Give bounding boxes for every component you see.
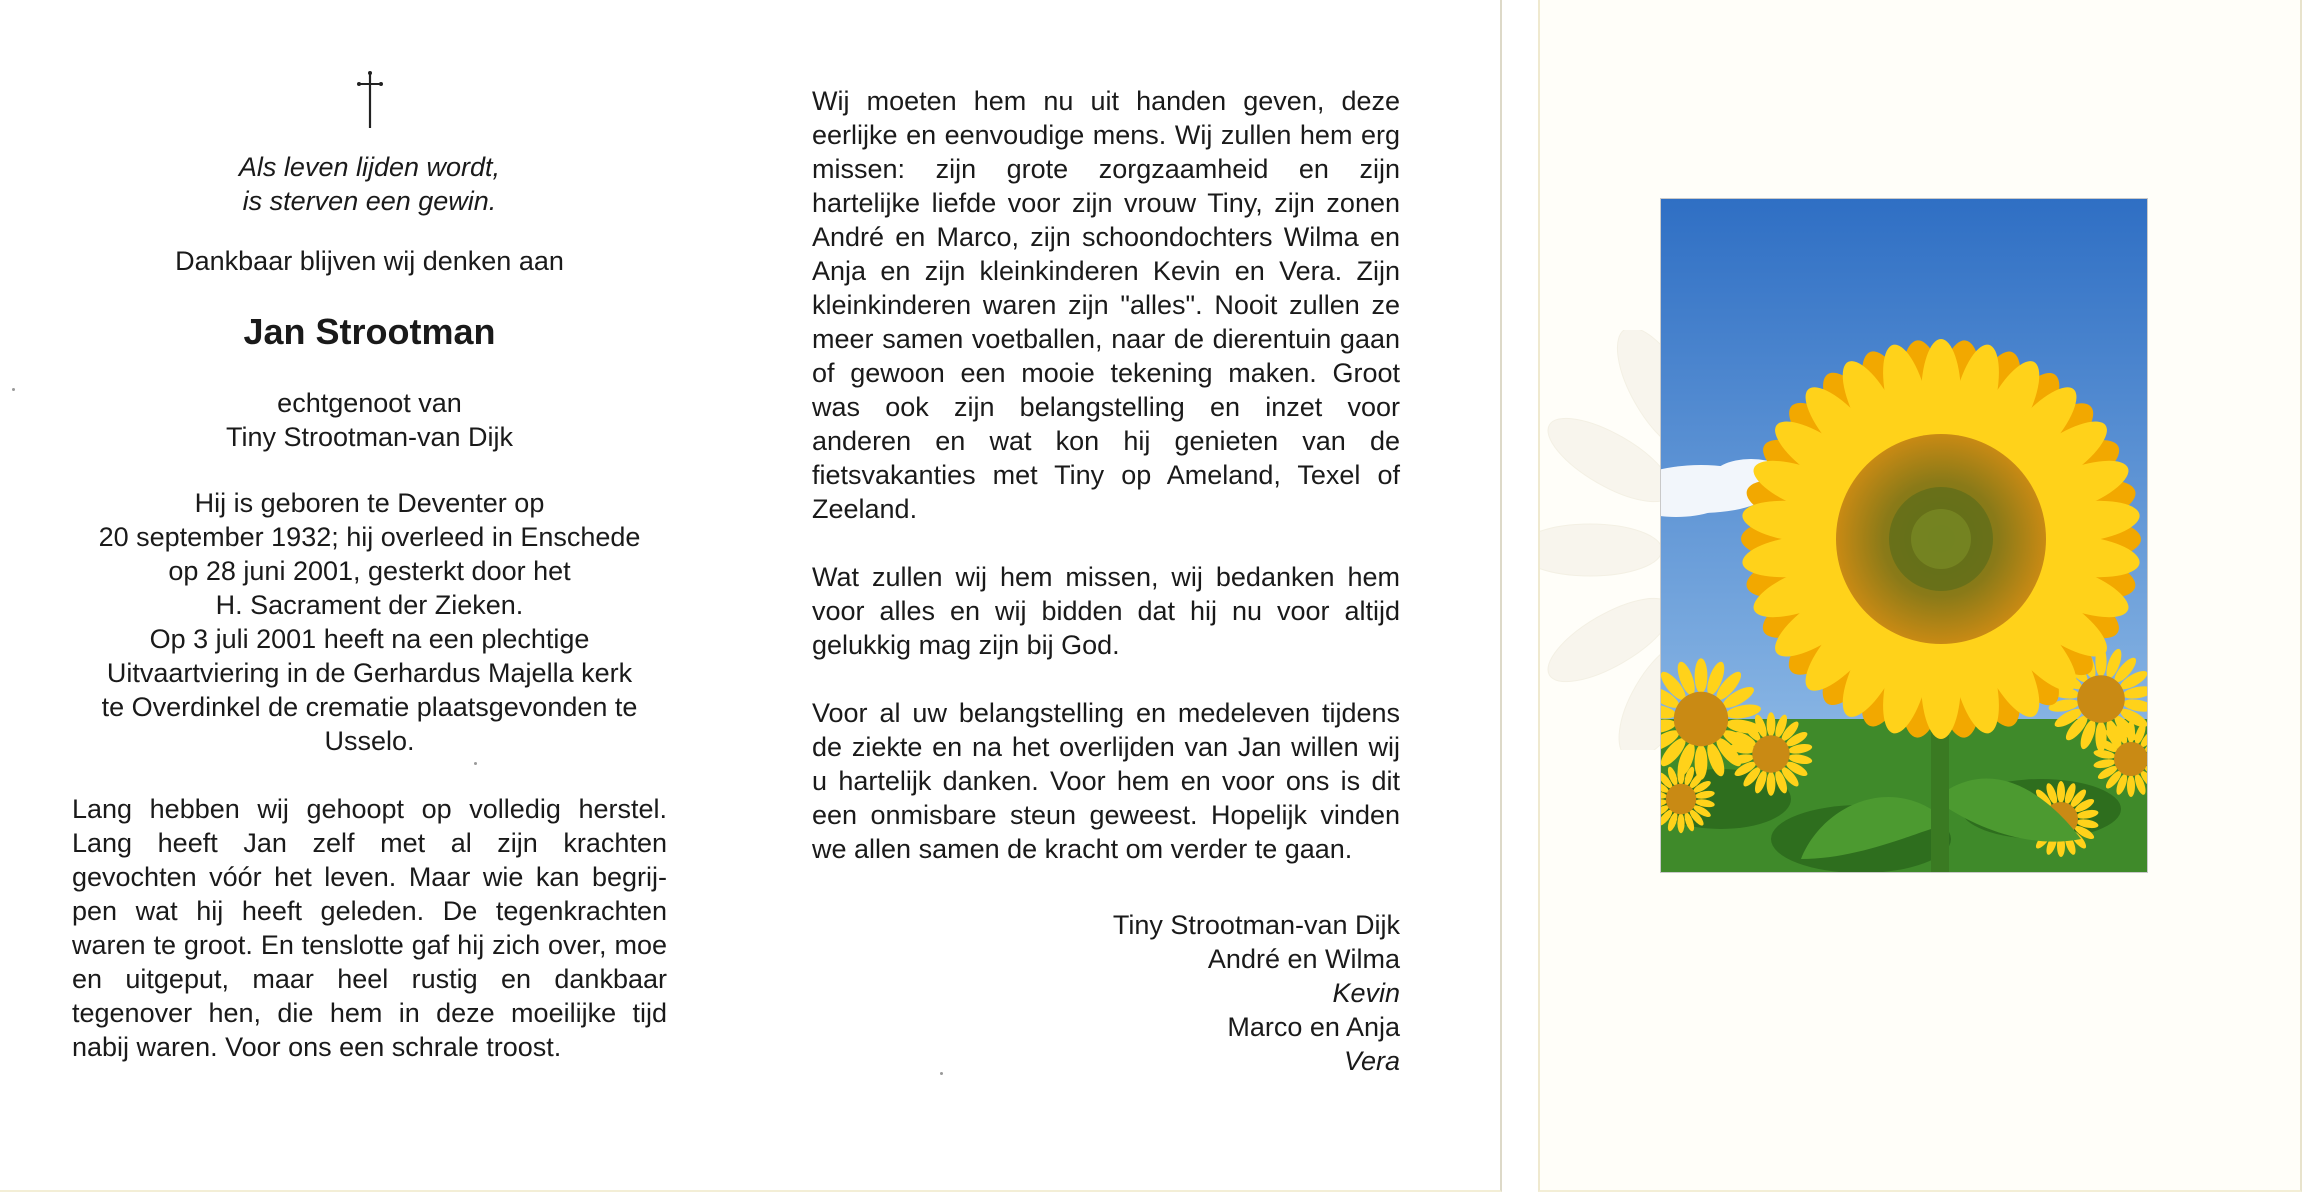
bio-line: 20 september 1932; hij overleed in Enschede	[98, 522, 641, 552]
signature-line: André en Wilma	[1207, 944, 1400, 974]
cross-icon	[355, 70, 385, 130]
left-column	[72, 70, 667, 1064]
signatures	[812, 908, 1400, 1078]
thanks-paragraph: Voor al uw belangstelling en medeleven tijdens de ziekte en na het overlijden van Jan willen wij u hartelijk danken. Voor hem en voor ons is dit een onmisbare steun geweest. Hopelijk vinden we allen samen de kracht om verder te gaan.	[812, 698, 1400, 864]
scan-speck	[940, 1072, 943, 1075]
middle-column	[812, 84, 1400, 1078]
bio-line: Hij is geboren te Deventer op	[194, 488, 545, 518]
spouse-block	[72, 386, 667, 454]
scan-speck	[12, 388, 15, 391]
signature-line: Marco en Anja	[1227, 1012, 1400, 1042]
spouse-label: echtgenoot van	[277, 388, 462, 418]
sunflower-image	[1661, 199, 2147, 872]
bio-line: te Overdinkel de crematie plaatsgevonden te	[101, 692, 638, 722]
hope-paragraph: Lang hebben wij gehoopt op volledig herstel. Lang heeft Jan zelf met al zijn krachten gevochten vóór het leven. Maar wie kan begrij-pen wat hij heeft geleden. De tegenkrachten waren te groot. En tenslotte gaf hij zich over, moe en uitgeput, maar heel rustig en dankbaar tegenover hen, die hem in deze moeilijke tijd nabij waren. Voor ons een schrale troost.	[72, 794, 667, 1062]
bio-line: op 28 juni 2001, gesterkt door het	[168, 556, 571, 586]
biography	[72, 486, 667, 758]
farewell-paragraph: Wij moeten hem nu uit handen geven, deze eerlijke en eenvoudige mens. Wij zullen hem erg missen: zijn grote zorgzaamheid en zijn hartelijke liefde voor zijn vrouw Tiny, zijn zonen André en Marco, zijn schoondochters Wilma en Anja en zijn kleinkinderen Kevin en Vera. Zijn kleinkinderen waren zijn "alles". Nooit zullen ze meer samen voetballen, naar de dierentuin gaan of gewoon een mooie tekening maken. Groot was ook zijn belangstelling en inzet voor anderen en wat kon hij genieten van de fietsvakanties met Tiny op Ameland, Texel of Zeeland.	[812, 86, 1400, 524]
intro-text: Dankbaar blijven wij denken aan	[175, 246, 564, 276]
motto-line: Als leven lijden wordt,	[238, 152, 501, 182]
signature-line: Kevin	[1332, 978, 1400, 1008]
prayer-paragraph: Wat zullen wij hem missen, wij bedanken hem voor alles en wij bidden dat hij nu voor altijd gelukkig mag zijn bij God.	[812, 562, 1400, 660]
motto	[72, 150, 667, 218]
deceased-name: Jan Strootman	[243, 311, 496, 352]
signature-line: Tiny Strootman-van Dijk	[1112, 910, 1400, 940]
bio-line: Usselo.	[324, 726, 415, 756]
bio-line: Op 3 juli 2001 heeft na een plechtige	[149, 624, 590, 654]
bio-line: Uitvaartviering in de Gerhardus Majella kerk	[106, 658, 633, 688]
spouse-name: Tiny Strootman-van Dijk	[225, 422, 514, 452]
bio-line: H. Sacrament der Zieken.	[215, 590, 524, 620]
signature-line: Vera	[1343, 1046, 1400, 1076]
sunflower-photo	[1660, 198, 2148, 873]
motto-line: is sterven een gewin.	[242, 186, 497, 216]
scan-speck	[474, 762, 477, 765]
